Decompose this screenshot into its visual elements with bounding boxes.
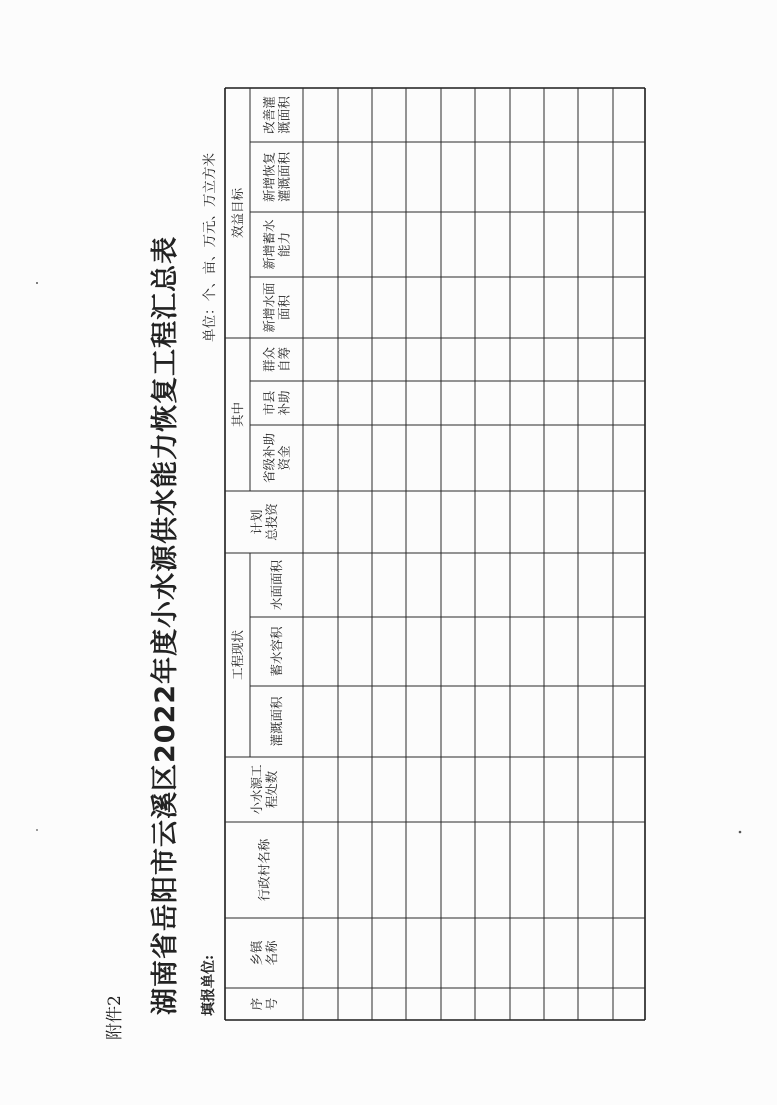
header-current-status-text: 工程现状 (230, 629, 245, 681)
header-seq-text: 序 (249, 997, 264, 1011)
header-new-restored-irrigation-text: 灌溉面积 (276, 151, 292, 203)
header-project-count-text: 程处数 (264, 770, 279, 809)
header-village (257, 838, 272, 901)
header-city-county-subsidy-text: 补助 (276, 390, 292, 416)
header-improved-irrigation-text: 溉面积 (276, 96, 292, 134)
header-seq (249, 998, 279, 1011)
scan-specks (36, 282, 741, 833)
header-new-water-surface (262, 282, 292, 332)
header-provincial-subsidy-text: 资金 (276, 445, 292, 471)
header-new-water-surface-text: 面积 (276, 294, 292, 321)
table-grid (225, 88, 645, 1020)
header-new-storage-capacity (262, 219, 292, 270)
header-new-storage-capacity-text: 能力 (276, 231, 292, 258)
header-irrigation-area-text: 灌溉面积 (269, 696, 284, 747)
header-water-surface-area (269, 560, 284, 611)
header-project-count-text: 小水源工 (249, 764, 264, 815)
header-improved-irrigation (262, 96, 292, 134)
header-self-raised-text: 群众 (261, 346, 277, 373)
header-improved-irrigation-text: 改善灌 (261, 96, 277, 134)
header-new-water-surface-text: 新增水面 (261, 282, 277, 333)
header-planned-investment-text: 计划 (249, 509, 264, 535)
header-city-county-subsidy (262, 390, 292, 416)
header-benefit-targets (230, 188, 245, 239)
header-water-surface-area-text: 水面面积 (269, 559, 284, 611)
header-township-text: 乡镇 (249, 940, 264, 966)
header-planned-investment (249, 503, 279, 541)
header-new-restored-irrigation-text: 新增恢复 (261, 151, 277, 203)
header-planned-investment-text: 总投资 (264, 503, 279, 541)
header-storage-volume (269, 626, 284, 677)
unit-label: 单位：个、亩、万元、万立方米 (202, 153, 218, 342)
header-township (249, 939, 279, 966)
header-self-raised-text: 自筹 (276, 346, 292, 373)
header-irrigation-area (269, 696, 284, 747)
attachment-label: 附件2 (105, 995, 125, 1040)
header-of-which (230, 402, 245, 427)
header-of-which-text: 其中 (230, 401, 245, 428)
header-seq-text: 号 (264, 997, 279, 1011)
header-city-county-subsidy-text: 市县 (261, 390, 277, 416)
header-self-raised (262, 347, 292, 373)
header-provincial-subsidy-text: 省级补助 (261, 432, 277, 484)
filler-unit-label: 填报单位: (201, 954, 217, 1016)
header-township-text: 名称 (264, 940, 279, 966)
header-provincial-subsidy (262, 433, 292, 483)
header-project-count (249, 764, 279, 815)
header-storage-volume-text: 蓄水容积 (269, 626, 284, 677)
page-title: 湖南省岳阳市云溪区2022年度小水源供水能力恢复工程汇总表 (150, 235, 181, 1015)
header-new-restored-irrigation (262, 152, 292, 203)
header-new-storage-capacity-text: 新增蓄水 (261, 219, 277, 270)
header-benefit-targets-text: 效益目标 (230, 187, 245, 239)
header-current-status (230, 630, 245, 681)
header-village-text: 行政村名称 (256, 838, 272, 902)
